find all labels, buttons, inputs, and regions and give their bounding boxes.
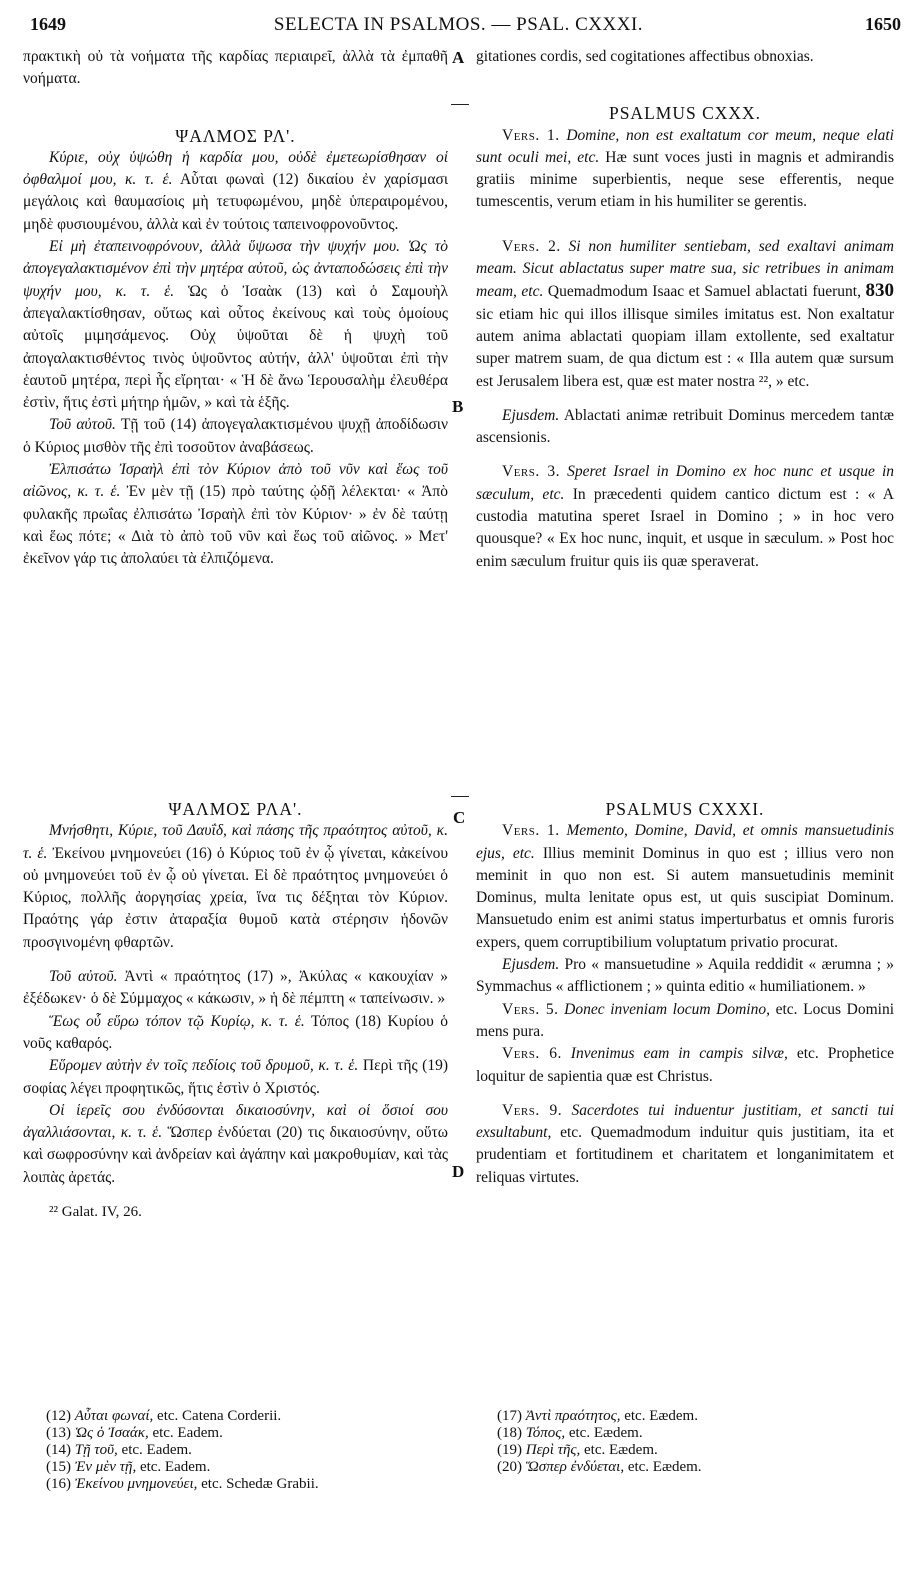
greek-column-lower bbox=[23, 798, 448, 1223]
latin-column bbox=[476, 46, 894, 573]
latin-ps131-ejusdem bbox=[476, 954, 894, 999]
section-rule-top bbox=[451, 104, 469, 105]
greek-ps130-text-4: Ἐν μὲν τῇ (15) πρὸ ταύτης ᾠδῇ λέλεκται· « Ἀπὸ φυλακῆς πρωΐας ἐλπισάτω Ἰσραὴλ ἐπὶ τὸν Κύριον· » ἐν δὲ ταύτῃ καὶ ἕως πότε; « Διὰ τὸ ἀπὸ τοῦ νῦν καὶ ἕως τοῦ αἰῶνος. » Μετ' ἐκεῖνον γάρ τις ἀπολαύει τὰ ἐλπιζόμενα. bbox=[23, 483, 448, 568]
latin-ps130-lemma-2: Si non humiliter sentiebam, sed exaltavi animam meam. Sicut ablactatus super matre sua, sic retribues in animam meam, etc. bbox=[476, 237, 894, 301]
margin-mark-c: C bbox=[453, 808, 466, 827]
greek-ps130-paragraph-4 bbox=[23, 459, 448, 570]
greek-ps131-paragraph-4 bbox=[23, 1055, 448, 1100]
greek-ps131-text-4: Περὶ τῆς (19) σοφίας λέγει προφητικῶς, ἥτις ἐστὶν ὁ Χριστός. bbox=[23, 1057, 449, 1097]
verse-label: Vers. 9. bbox=[502, 1101, 563, 1119]
footnote-number: (17) bbox=[497, 1408, 522, 1424]
latin-ps131-text-5: etc. Locus Domini mens pura. bbox=[476, 1000, 895, 1040]
greek-ps131-lemma-2: Τοῦ αὐτοῦ. bbox=[49, 968, 118, 986]
margin-mark-b: B bbox=[452, 397, 464, 416]
page-number-left: 1649 bbox=[30, 14, 66, 34]
latin-ps130-text-2b: sic etiam hic qui illos illisque similes imitatus est. Non exaltatur autem anima ablactati quopiam illam extollente, sed exaltatur super matrem suam, de qua dictum est : « Illa autem quæ sursum est Jerusalem libera est, quæ est mater nostra ²², » etc. bbox=[476, 305, 894, 390]
latin-ps130-ejusdem-text: Ablactati animæ retribuit Dominus mercedem tantæ ascensionis. bbox=[476, 406, 894, 447]
latin-ps130-lemma-3: Speret Israel in Domino ex hoc nunc et usque in sæculum, etc. bbox=[476, 463, 895, 503]
verse-label: Vers. 6. bbox=[502, 1045, 562, 1063]
verse-label: Vers. 1. bbox=[502, 822, 560, 840]
footnotes-left bbox=[46, 1408, 466, 1493]
footnote-lemma: Τόπος, bbox=[525, 1425, 566, 1441]
latin-ps131-verse-1 bbox=[476, 820, 894, 954]
footnote-number: (20) bbox=[497, 1459, 522, 1475]
footnotes-right bbox=[497, 1408, 897, 1476]
footnote-item bbox=[46, 1425, 466, 1442]
latin-ps130-text-3: In præcedenti quidem cantico dictum est : « A custodia matutina speret Israel in Domino ; » in hoc vero quousque? « Ex hoc nunc, inquit, et usque in sæculum. » Post hoc enim sæculum fruitur quis iis quæ speraverat. bbox=[476, 485, 894, 570]
greek-ps130-lemma-1: Κύριε, οὐχ ὑψώθη ἡ καρδία μου, οὐδὲ ἐμετεωρίσθησαν οἱ ὀφθαλμοί μου, κ. τ. ἑ. bbox=[23, 148, 448, 189]
latin-ps131-lemma-5: Donec inveniam locum Domino, bbox=[564, 1000, 770, 1018]
latin-top-fragment: gitationes cordis, sed cogitationes affectibus obnoxias. bbox=[476, 48, 814, 65]
greek-ps130-text-1: Αὗται φωναὶ (12) δικαίου ἐν χαρίσμασι μεγάλοις καὶ θαυμασίοις μὴ τετυφωμένου, μηδὲ ὑπεραιρομένου, μηδὲ φυσιουμένου, ἀλλὰ καὶ ἐν τούτοις ταπεινοφρονοῦντος. bbox=[23, 171, 448, 233]
greek-ps130-lemma-2: Εἰ μὴ ἐταπεινοφρόνουν, ἀλλὰ ὕψωσα τὴν ψυχήν μου. Ὡς τὸ ἀπογεγαλακτισμένον ἐπὶ τὴν μητέρα αὐτοῦ, ὡς ἀνταποδώσεις ἐπὶ τὴν ψυχήν μου, κ. τ. ἑ. bbox=[23, 238, 448, 300]
margin-mark-a: A bbox=[452, 48, 465, 67]
footnote-number: (12) bbox=[46, 1408, 71, 1424]
latin-ps131-verse-5 bbox=[476, 999, 894, 1044]
verse-label: Vers. 5. bbox=[502, 1000, 559, 1018]
section-rule-middle bbox=[451, 796, 469, 797]
footnote-source: etc. Eædem. bbox=[627, 1459, 702, 1475]
greek-ps130-lemma-3: Τοῦ αὐτοῦ. bbox=[49, 416, 116, 434]
latin-psalm-130-heading: PSALMUS CXXX. bbox=[608, 103, 762, 124]
latin-column-lower bbox=[476, 798, 894, 1189]
footnote-number: (13) bbox=[46, 1425, 71, 1441]
footnote-number: (18) bbox=[497, 1425, 522, 1441]
greek-ps130-paragraph-2 bbox=[23, 236, 448, 414]
greek-ps131-text-5: Ὥσπερ ἐνδύεται (20) τις δικαιοσύνην, οὕτω καὶ σωφροσύνην καὶ ἀνδρείαν καὶ ἀγάπην καὶ μακροθυμίαν, καὶ τὰς λοιπὰς ἀρετάς. bbox=[23, 1124, 448, 1186]
latin-ps130-lemma-1: Domine, non est exaltatum cor meum, neque elati sunt oculi mei, etc. bbox=[476, 126, 894, 166]
greek-ps130-text-3: Τῇ τοῦ (14) ἀπογεγαλακτισμένου ψυχῇ ἀποδίδωσιν ὁ Κύριος μισθὸν τῆς ἐπὶ τοσοῦτον ἀναβάσεως. bbox=[23, 416, 448, 456]
latin-ps130-text-1: Hæ sunt voces justi in magnis et admirandis gratiis minime superbientis, neque sese efferentis, neque tumescentis, verum etiam in his humiliter se gerentis. bbox=[476, 148, 894, 211]
footnote-number: (14) bbox=[46, 1442, 71, 1458]
latin-ps130-verse-2 bbox=[476, 236, 894, 393]
greek-ps131-paragraph-2 bbox=[23, 966, 448, 1011]
latin-ps131-lemma-9: Sacerdotes tui induentur justitiam, et sancti tui exsultabunt, bbox=[476, 1101, 895, 1142]
footnote-item bbox=[497, 1425, 897, 1442]
greek-ps131-text-3: Τόπος (18) Κυρίου ὁ νοῦς καθαρός. bbox=[23, 1012, 448, 1052]
latin-ps131-text-1: Illius meminit Dominus in quo est ; illius vero non meminit in quo non est. Si autem mansuetudinis meminit Dominus, multa lenitate opus est, ut quis suscipiat Dominum. Mansuetudo enim est animi status imperturbatus et omnis furoris expers, quem corruptibilium voluptatum privatio procurat. bbox=[476, 844, 895, 951]
footnote-item bbox=[497, 1408, 897, 1425]
running-title: SELECTA IN PSALMOS. — PSAL. CXXXI. bbox=[273, 14, 644, 35]
footnote-lemma: Ἀντὶ πραότητος, bbox=[525, 1408, 621, 1424]
latin-psalm-131-heading: PSALMUS CXXXI. bbox=[605, 799, 765, 819]
latin-ps131-lemma-6: Invenimus eam in campis silvæ, bbox=[570, 1045, 788, 1063]
footnote-lemma: Περὶ τῆς, bbox=[525, 1442, 581, 1458]
footnote-lemma: Ἐν μὲν τῇ, bbox=[74, 1459, 137, 1475]
verse-label: Vers. 1. bbox=[502, 126, 560, 144]
greek-psalm-130-heading: ΨΑΛΜΟΣ ΡΛ'. bbox=[175, 125, 296, 146]
footnote-source: etc. Eædem. bbox=[568, 1425, 643, 1441]
footnote-item bbox=[497, 1459, 897, 1476]
greek-ps130-lemma-4: Ἐλπισάτω Ἰσραὴλ ἐπὶ τὸν Κύριον ἀπὸ τοῦ νῦν καὶ ἕως τοῦ αἰῶνος, κ. τ. ἑ. bbox=[23, 461, 448, 501]
verse-label: Vers. 2. bbox=[502, 237, 561, 255]
footnote-lemma: Τῇ τοῦ, bbox=[74, 1442, 118, 1458]
greek-ps131-lemma-3: Ἕως οὗ εὕρω τόπον τῷ Κυρίῳ, κ. τ. ἑ. bbox=[49, 1012, 305, 1030]
latin-ps131-verse-9 bbox=[476, 1100, 894, 1189]
latin-ps131-verse-6 bbox=[476, 1043, 894, 1088]
greek-column bbox=[23, 46, 448, 571]
footnote-item bbox=[46, 1476, 466, 1493]
greek-top-fragment: πρακτικὴ οὐ τὰ νοήματα τῆς καρδίας περιαιρεῖ, ἀλλὰ τὰ ἐμπαθῆ νοήματα. bbox=[23, 48, 448, 88]
running-header bbox=[0, 14, 917, 44]
greek-ps131-paragraph-5 bbox=[23, 1100, 448, 1189]
footnote-number: (15) bbox=[46, 1459, 71, 1475]
footnote-source: etc. Catena Corderii. bbox=[157, 1408, 282, 1424]
footnote-source: etc. Eadem. bbox=[139, 1459, 211, 1475]
footnote-lemma: Ὡς ὁ Ἰσαάκ, bbox=[74, 1425, 149, 1441]
margin-mark-d: D bbox=[452, 1162, 465, 1181]
greek-ps131-lemma-1: Μνήσθητι, Κύριε, τοῦ Δαυΐδ, καὶ πάσης τῆς πραότητος αὐτοῦ, κ. τ. ἑ. bbox=[23, 822, 448, 862]
scripture-reference-note: ²² Galat. IV, 26. bbox=[49, 1204, 142, 1221]
footnote-source: etc. Eadem. bbox=[121, 1442, 192, 1458]
footnote-number: (16) bbox=[46, 1476, 71, 1492]
greek-ps131-text-2: Ἀντὶ « πραότητος (17) », Ἀκύλας « κακουχίαν » ἐξέδωκεν· ὁ δὲ Σύμμαχος « κάκωσιν, » ἡ δὲ πέμπτη « ταπείνωσιν. » bbox=[23, 968, 448, 1008]
footnote-item bbox=[46, 1408, 466, 1425]
ejusdem-label: Ejusdem. bbox=[502, 406, 560, 424]
latin-ps130-verse-3 bbox=[476, 461, 894, 572]
footnote-source: etc. Eædem. bbox=[584, 1442, 658, 1458]
footnote-lemma: Αὗται φωναί, bbox=[74, 1408, 154, 1424]
greek-psalm-131-heading: ΨΑΛΜΟΣ ΡΛΑ'. bbox=[168, 799, 303, 819]
footnote-source: etc. Eadem. bbox=[152, 1425, 223, 1441]
footnote-item bbox=[497, 1442, 897, 1459]
verse-label: Vers. 3. bbox=[502, 463, 560, 481]
greek-ps130-paragraph-3 bbox=[23, 414, 448, 459]
footnote-source: etc. Schedæ Grabii. bbox=[201, 1476, 319, 1492]
latin-ps130-verse-1 bbox=[476, 125, 894, 214]
footnote-number: (19) bbox=[497, 1442, 522, 1458]
greek-ps131-text-1: Ἐκείνου μνημονεύει (16) ὁ Κύριος τοῦ ἐν ᾧ γίνεται, κἀκείνου οὐ μνημονεύει τοῦ ἐν ᾧ οὐ γίνεται. Εἰ δὲ πραότητος μνημονεύει ὁ Κύριος, πολλῆς ἀοργησίας χρεία, ἵνα τις δέξηται τὸν Κύριον. Πραότης γάρ ἐστιν ἀταραξία θυμοῦ κατὰ στέρησιν ἡδονῶν προσγινομένη φθαρτῶν. bbox=[23, 844, 449, 951]
greek-ps130-paragraph-1 bbox=[23, 147, 448, 236]
footnote-source: etc. Eædem. bbox=[624, 1408, 698, 1424]
latin-ps131-lemma-1: Memento, Domine, David, et omnis mansuetudinis ejus, etc. bbox=[476, 822, 895, 862]
greek-ps131-lemma-4: Εὕρομεν αὐτὴν ἐν τοῖς πεδίοις τοῦ δρυμοῦ, κ. τ. ἑ. bbox=[49, 1057, 359, 1075]
latin-ps131-text-9: etc. Quemadmodum induitur quis justitiam, ita et prudentiam et fortitudinem et charitatem et longanimitatem et reliquas virtutes. bbox=[476, 1124, 894, 1186]
greek-ps131-paragraph-1 bbox=[23, 820, 448, 954]
latin-ps131-ejusdem-text: Pro « mansuetudine » Aquila reddidit « ærumna ; » Symmachus « afflictionem ; » quinta editio « humiliationem. » bbox=[476, 956, 895, 996]
ejusdem-label: Ejusdem. bbox=[502, 956, 560, 974]
greek-ps130-text-2: Ὡς ὁ Ἰσαὰκ (13) καὶ ὁ Σαμουὴλ ἀπεγαλακτίσθησαν, οὕτως καὶ οὗτος ἐκείνους καὶ τοὺς ὁμοίους αὐτοῖς μιμησάμενος. Οὐχ ὑψοῦται δὲ ἡ ψυχὴ τοῦ ἀπογαλακτισθέντος τινὸς ὑψοῦντος αὐτήν, ἀλλ' ὑψοῦται ἐπὶ τὴν ἑαυτοῦ μητέρα, περὶ ἧς εἴρηται· « Ἡ δὲ ἄνω Ἱερουσαλὴμ ἐλευθέρα ἐστὶν, ἥτις ἐστὶ μήτηρ ἡμῶν, » καὶ τὰ ἑξῆς. bbox=[23, 282, 448, 412]
footnote-lemma: Ὥσπερ ἐνδύεται, bbox=[525, 1459, 625, 1475]
greek-ps131-paragraph-3 bbox=[23, 1011, 448, 1056]
greek-ps131-lemma-5: Οἱ ἱερεῖς σου ἐνδύσονται δικαιοσύνην, καὶ οἱ ὅσιοί σου ἀγαλλιάσονται, κ. τ. ἑ. bbox=[23, 1101, 448, 1142]
page-number-right: 1650 bbox=[865, 14, 901, 34]
latin-ps130-text-2a: Quemadmodum Isaac et Samuel ablactati fuerunt, bbox=[547, 283, 861, 301]
migne-column-number: 830 bbox=[865, 280, 895, 302]
latin-ps130-ejusdem bbox=[476, 405, 894, 450]
latin-ps131-text-6: etc. Prophetice loquitur de sapientia quæ est Christus. bbox=[476, 1045, 895, 1085]
footnote-item bbox=[46, 1459, 466, 1476]
footnote-item bbox=[46, 1442, 466, 1459]
footnote-lemma: Ἐκείνου μνημονεύει, bbox=[74, 1476, 198, 1492]
